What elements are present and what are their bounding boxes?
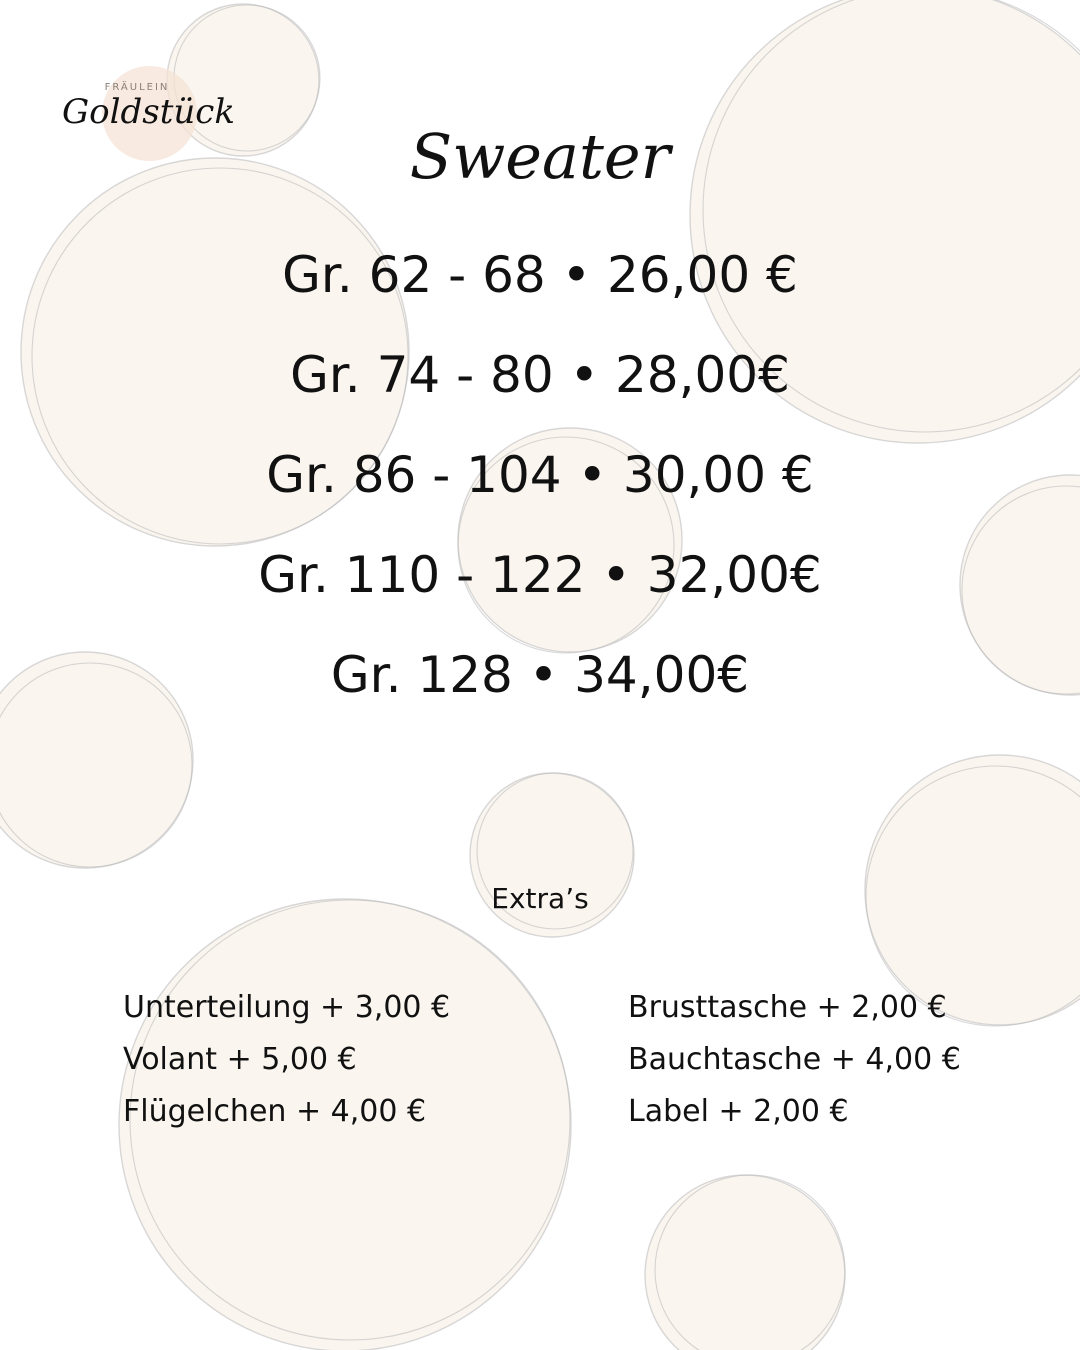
extras-list-right bbox=[628, 982, 961, 1138]
price-row: Gr. 62 - 68 • 26,00 € bbox=[282, 246, 798, 304]
price-row: Gr. 86 - 104 • 30,00 € bbox=[266, 446, 814, 504]
extras-title: Extra’s bbox=[491, 882, 589, 915]
price-row: Gr. 128 • 34,00€ bbox=[330, 646, 750, 704]
extra-item: Label + 2,00 € bbox=[628, 1094, 849, 1129]
price-list bbox=[0, 238, 1080, 738]
price-row: Gr. 110 - 122 • 32,00€ bbox=[258, 546, 822, 604]
extra-item: Bauchtasche + 4,00 € bbox=[628, 1042, 961, 1077]
extra-item: Flügelchen + 4,00 € bbox=[123, 1094, 427, 1129]
page-title: Sweater bbox=[409, 120, 671, 193]
extras-list-left bbox=[123, 982, 450, 1138]
extra-item: Volant + 5,00 € bbox=[123, 1042, 357, 1077]
price-row: Gr. 74 - 80 • 28,00€ bbox=[290, 346, 790, 404]
extra-item: Unterteilung + 3,00 € bbox=[123, 990, 451, 1025]
extra-item: Brusttasche + 2,00 € bbox=[628, 990, 947, 1025]
logo-top-text: FRÄULEIN bbox=[104, 82, 170, 93]
logo-script-text: Goldstück bbox=[62, 92, 235, 132]
